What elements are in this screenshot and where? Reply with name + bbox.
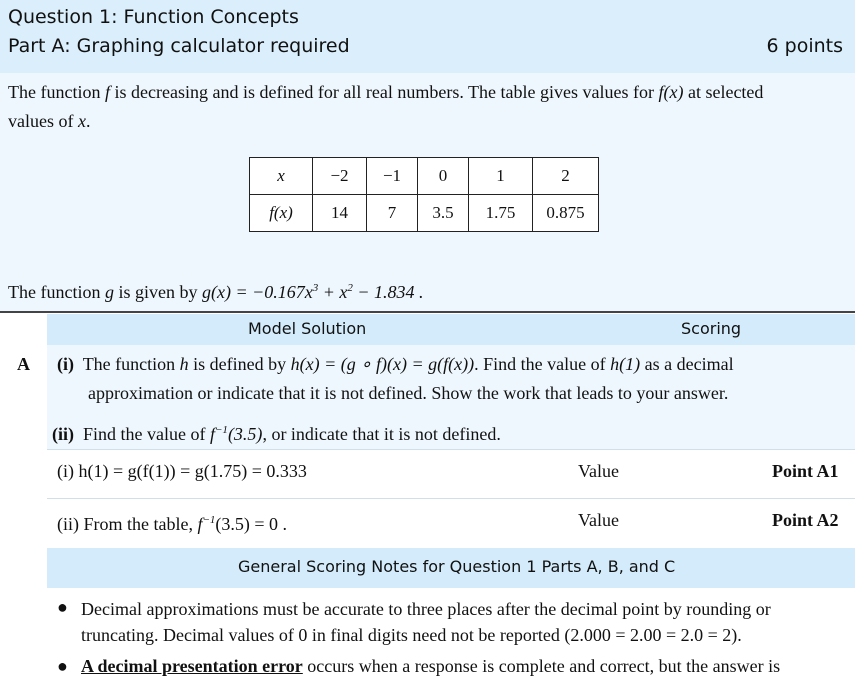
part-ii-line	[52, 416, 501, 449]
note-2-term: A decimal presentation error	[81, 656, 303, 676]
finv-expression	[210, 424, 262, 444]
intro-text: values of	[8, 111, 74, 131]
g-expr-part: + x	[318, 282, 348, 302]
table-cell: 1	[469, 158, 533, 195]
answer-i-value: Value	[578, 461, 619, 481]
finv-exponent: −1	[215, 424, 228, 436]
bullet-dot: ●	[57, 656, 68, 676]
answer-ii-text: (3.5) = 0 .	[215, 514, 288, 534]
table-header-cell: x	[250, 158, 313, 195]
table-cell: 0	[418, 158, 469, 195]
note-2-text: occurs when a response is complete and correct, but the answer is	[307, 656, 781, 676]
intro-fx: f(x)	[658, 82, 684, 102]
note-2-line-1	[81, 652, 780, 681]
question-title: Question 1: Function Concepts	[8, 6, 299, 28]
g-expression	[202, 282, 424, 302]
answer-ii-text: (ii) From the table,	[57, 514, 193, 534]
bullet-dot: ●	[57, 597, 68, 617]
table-cell: 0.875	[533, 195, 599, 232]
intro-x: x	[77, 111, 86, 131]
part-ii-text: , or indicate that it is not defined.	[262, 424, 501, 444]
intro-text: The function	[8, 82, 101, 102]
g-definition	[8, 274, 424, 307]
table-cell: 2	[533, 158, 599, 195]
intro-text: .	[85, 111, 91, 131]
scoring-heading: Scoring	[681, 319, 742, 338]
g-text: is given by	[118, 282, 198, 302]
answer-ii-point: Point A2	[772, 510, 839, 530]
part-i-text: is defined by	[193, 354, 287, 374]
part-i-text: as a decimal	[644, 354, 734, 374]
part-i-line-1	[57, 350, 734, 379]
finv-f: f	[209, 424, 215, 444]
intro-line-1	[8, 78, 763, 107]
part-label: A	[17, 354, 30, 374]
question-header	[0, 0, 855, 73]
table-header-cell: f(x)	[250, 195, 313, 232]
g-exponent: 2	[347, 282, 353, 294]
note-1-line-2: truncating. Decimal values of 0 in final digits need not be reported (2.000 = 2.00 = 2.0 = 2).	[81, 625, 742, 645]
g-exponent: 3	[312, 282, 319, 294]
part-ii-label: (ii)	[52, 424, 74, 444]
intro-line-2	[8, 107, 90, 136]
g-symbol: g	[104, 282, 114, 302]
table-cell: 7	[367, 195, 418, 232]
answer-ii-value: Value	[578, 510, 619, 530]
table-cell: 3.5	[418, 195, 469, 232]
section-divider	[0, 311, 855, 313]
row-divider	[47, 449, 855, 450]
part-i-h: h	[179, 354, 189, 374]
answer-ii-f: f	[197, 514, 203, 534]
table-row	[250, 158, 599, 195]
part-i-text: . Find the value of	[474, 354, 606, 374]
part-i-text: The function	[82, 354, 176, 374]
g-expr-part: − 1.834 .	[352, 282, 424, 302]
table-cell: −2	[313, 158, 367, 195]
intro-text: is decreasing and is defined for all real numbers. The table gives values for	[114, 82, 654, 102]
points-label: 6 points	[766, 35, 843, 57]
part-i-expression: h(x) = (g ∘ f)(x) = g(f(x))	[290, 354, 475, 374]
table-cell: 14	[313, 195, 367, 232]
g-expr-part: g(x) = −0.167x	[201, 282, 313, 302]
table-row	[250, 195, 599, 232]
values-table	[249, 157, 599, 232]
note-1-line-1: Decimal approximations must be accurate to three places after the decimal point by rounding or	[81, 599, 771, 619]
answer-ii-exponent: −1	[202, 514, 216, 526]
row-divider	[47, 498, 855, 499]
answer-ii	[57, 506, 287, 539]
part-i-label: (i)	[57, 354, 74, 374]
part-ii-text: Find the value of	[83, 424, 206, 444]
table-cell: 1.75	[469, 195, 533, 232]
answer-i: (i) h(1) = g(f(1)) = g(1.75) = 0.333	[57, 461, 307, 481]
part-i-h1: h(1)	[610, 354, 641, 374]
scoring-notes-title: General Scoring Notes for Question 1 Parts A, B, and C	[238, 557, 676, 576]
model-solution-heading: Model Solution	[248, 319, 367, 338]
part-title: Part A: Graphing calculator required	[8, 35, 350, 57]
solution-header	[47, 314, 855, 345]
scoring-notes-header	[47, 548, 855, 588]
intro-f: f	[104, 82, 110, 102]
table-cell: −1	[367, 158, 418, 195]
answer-i-point: Point A1	[772, 461, 839, 481]
intro-text: at selected	[687, 82, 764, 102]
finv-arg: (3.5)	[227, 424, 263, 444]
g-text: The function	[8, 282, 101, 302]
part-i-line-2: approximation or indicate that it is not defined. Show the work that leads to your answer.	[88, 383, 729, 403]
